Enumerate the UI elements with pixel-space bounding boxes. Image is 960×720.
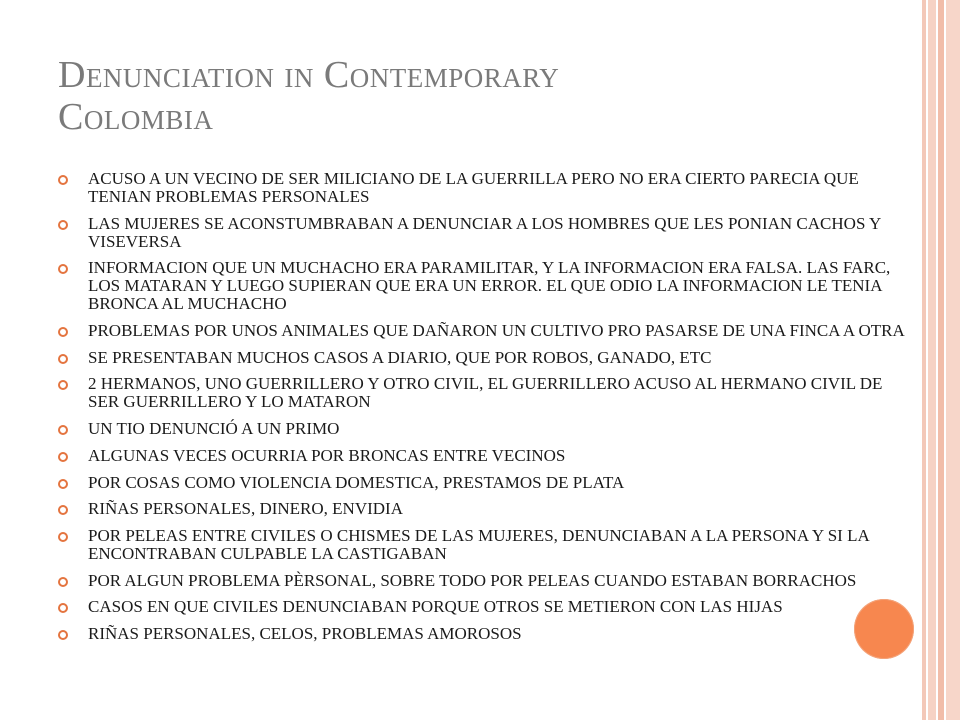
bullet-text: RIÑAS PERSONALES, DINERO, ENVIDIA <box>88 499 403 519</box>
circle-bullet-icon <box>58 175 68 185</box>
accent-circle <box>854 599 914 659</box>
circle-bullet-icon <box>58 425 68 435</box>
circle-bullet-icon <box>58 603 68 613</box>
bullet-item <box>58 349 908 367</box>
circle-bullet-icon <box>58 479 68 489</box>
bullet-item <box>58 215 908 251</box>
bullet-item <box>58 598 908 616</box>
bullet-item <box>58 527 908 563</box>
bullet-item <box>58 375 908 411</box>
circle-bullet-icon <box>58 220 68 230</box>
circle-bullet-icon <box>58 577 68 587</box>
bullet-text: POR ALGUN PROBLEMA PÈRSONAL, SOBRE TODO POR PELEAS CUANDO ESTABAN BORRACHOS <box>88 570 857 590</box>
bullet-item <box>58 170 908 206</box>
slide-title-line-1: Denunciation in Contemporary <box>58 54 560 96</box>
side-stripe <box>922 0 926 720</box>
bullet-item <box>58 259 908 313</box>
bullet-item <box>58 447 908 465</box>
circle-bullet-icon <box>58 264 68 274</box>
bullet-item <box>58 420 908 438</box>
bullet-item <box>58 625 908 643</box>
bullet-item <box>58 500 908 518</box>
bullet-text: SE PRESENTABAN MUCHOS CASOS A DIARIO, QUE POR ROBOS, GANADO, ETC <box>88 347 712 367</box>
bullet-text: INFORMACION QUE UN MUCHACHO ERA PARAMILITAR, Y LA INFORMACION ERA FALSA. LAS FARC, LOS MATARAN Y LUEGO SUPIERAN QUE ERA UN ERROR. EL QUE ODIO LA INFORMACION LE TENIA BRONCA AL MUCHACHO <box>88 258 891 314</box>
bullet-text: ALGUNAS VECES OCURRIA POR BRONCAS ENTRE VECINOS <box>88 445 566 465</box>
circle-bullet-icon <box>58 354 68 364</box>
side-stripe <box>938 0 944 720</box>
bullet-item <box>58 322 908 340</box>
bullet-text: LAS MUJERES SE ACONSTUMBRABAN A DENUNCIAR A LOS HOMBRES QUE LES PONIAN CACHOS Y VISEVERSA <box>88 213 881 251</box>
side-stripe <box>928 0 936 720</box>
bullet-text: 2 HERMANOS, UNO GUERRILLERO Y OTRO CIVIL, EL GUERRILLERO ACUSO AL HERMANO CIVIL DE SER GUERRILLERO Y LO MATARON <box>88 374 883 412</box>
side-stripe <box>946 0 960 720</box>
circle-bullet-icon <box>58 505 68 515</box>
bullet-item <box>58 474 908 492</box>
bullet-item <box>58 572 908 590</box>
circle-bullet-icon <box>58 532 68 542</box>
circle-bullet-icon <box>58 327 68 337</box>
bullet-text: POR PELEAS ENTRE CIVILES O CHISMES DE LAS MUJERES, DENUNCIABAN A LA PERSONA Y SI LA ENCONTRABAN CULPABLE LA CASTIGABAN <box>88 525 869 563</box>
slide-title <box>58 54 878 138</box>
bullet-text: PROBLEMAS POR UNOS ANIMALES QUE DAÑARON UN CULTIVO PRO PASARSE DE UNA FINCA A OTRA <box>88 321 905 341</box>
bullet-text: UN TIO DENUNCIÓ A UN PRIMO <box>88 419 340 439</box>
slide-title-line-2: Colombia <box>58 96 214 138</box>
circle-bullet-icon <box>58 452 68 462</box>
bullet-text: ACUSO A UN VECINO DE SER MILICIANO DE LA GUERRILLA PERO NO ERA CIERTO PARECIA QUE TENIAN PROBLEMAS PERSONALES <box>88 169 859 206</box>
circle-bullet-icon <box>58 630 68 640</box>
bullet-text: POR COSAS COMO VIOLENCIA DOMESTICA, PRESTAMOS DE PLATA <box>88 472 625 492</box>
circle-bullet-icon <box>58 380 68 390</box>
bullet-text: RIÑAS PERSONALES, CELOS, PROBLEMAS AMOROSOS <box>88 623 522 643</box>
bullet-list <box>58 170 908 652</box>
bullet-text: CASOS EN QUE CIVILES DENUNCIABAN PORQUE OTROS SE METIERON CON LAS HIJAS <box>88 597 783 617</box>
